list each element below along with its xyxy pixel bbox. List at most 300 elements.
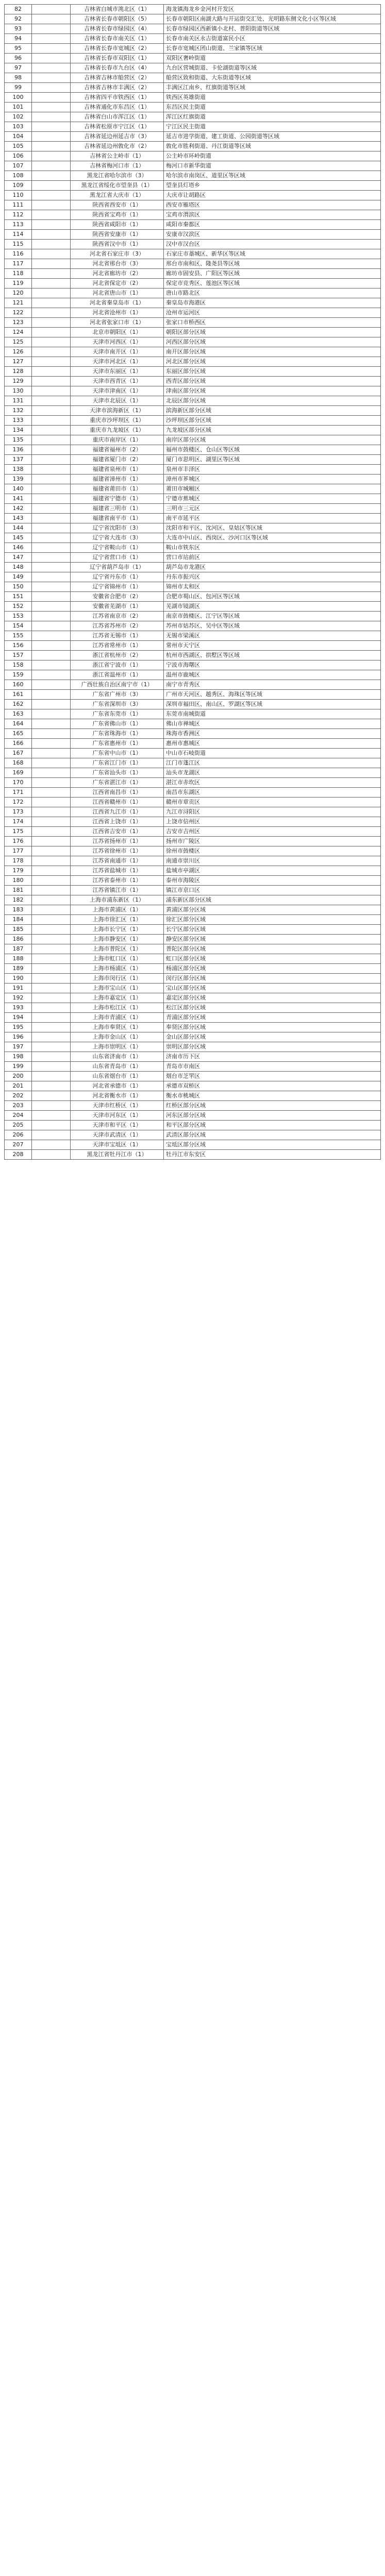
row-number: 175 (5, 827, 32, 837)
province-cell (32, 935, 71, 944)
table-row (5, 1023, 381, 1032)
row-number: 183 (5, 905, 32, 915)
region-cell: 吉林省长春市朝阳区（5） (71, 14, 164, 24)
table-row (5, 964, 381, 974)
table-row (5, 1150, 381, 1160)
area-cell: 广州市天河区、越秀区、海珠区等区域 (164, 690, 381, 700)
area-cell: 哈尔滨市南岗区、道里区等区域 (164, 171, 381, 181)
region-cell: 陕西省咸阳市（1） (71, 220, 164, 230)
province-cell (32, 474, 71, 484)
region-cell: 吉林省松原市宁江区（1） (71, 122, 164, 132)
area-cell: 梅河口市新华街道 (164, 161, 381, 171)
row-number: 119 (5, 279, 32, 289)
row-number: 132 (5, 406, 32, 416)
region-cell: 福建省宁德市（1） (71, 494, 164, 504)
row-number: 133 (5, 416, 32, 426)
province-cell (32, 719, 71, 729)
area-cell: 锦州市太和区 (164, 582, 381, 592)
area-cell: 西安市雁塔区 (164, 200, 381, 210)
region-cell: 江苏省徐州市（1） (71, 846, 164, 856)
table-row (5, 905, 381, 915)
area-cell: 公主岭市环岭街道 (164, 151, 381, 161)
area-cell: 承德市双桥区 (164, 1081, 381, 1091)
table-row (5, 63, 381, 73)
row-number: 196 (5, 1032, 32, 1042)
row-number: 121 (5, 298, 32, 308)
area-cell: 丹东市振兴区 (164, 572, 381, 582)
area-cell: 南昌市东湖区 (164, 788, 381, 798)
province-cell (32, 249, 71, 259)
table-row (5, 846, 381, 856)
region-cell: 吉林省吉林市丰满区（2） (71, 83, 164, 93)
province-cell (32, 1081, 71, 1091)
area-cell: 湛江市赤坎区 (164, 778, 381, 788)
row-number: 142 (5, 504, 32, 514)
row-number: 188 (5, 954, 32, 964)
area-cell: 沈阳市和平区、沈河区、皇姑区等区域 (164, 523, 381, 533)
region-cell: 天津市武清区（1） (71, 1130, 164, 1140)
region-cell: 浙江省宁波市（1） (71, 660, 164, 670)
province-cell (32, 328, 71, 337)
region-cell: 江苏省常州市（1） (71, 641, 164, 651)
table-row (5, 621, 381, 631)
region-cell: 安徽省芜湖市（1） (71, 602, 164, 612)
row-number: 185 (5, 925, 32, 935)
region-cell: 吉林省公主岭市（1） (71, 151, 164, 161)
province-cell (32, 367, 71, 377)
row-number: 193 (5, 1003, 32, 1013)
province-cell (32, 984, 71, 993)
province-cell (32, 73, 71, 83)
row-number: 195 (5, 1023, 32, 1032)
row-number: 155 (5, 631, 32, 641)
region-cell: 江苏省扬州市（1） (71, 837, 164, 846)
table-row (5, 954, 381, 964)
area-cell: 漳州市芗城区 (164, 474, 381, 484)
table-row (5, 210, 381, 220)
province-cell (32, 5, 71, 14)
province-cell (32, 1072, 71, 1081)
region-cell: 浙江省温州市（1） (71, 670, 164, 680)
region-cell: 天津市河西区（1） (71, 337, 164, 347)
area-cell: 杨浦区部分区域 (164, 964, 381, 974)
region-cell: 北京市朝阳区（1） (71, 328, 164, 337)
row-number: 120 (5, 289, 32, 298)
region-cell: 河北省张家口市（1） (71, 318, 164, 328)
row-number: 166 (5, 739, 32, 749)
province-cell (32, 514, 71, 523)
area-cell: 徐州市鼓楼区 (164, 846, 381, 856)
row-number: 200 (5, 1072, 32, 1081)
area-cell: 北辰区部分区域 (164, 396, 381, 406)
region-cell: 陕西省安康市（1） (71, 230, 164, 240)
table-row (5, 318, 381, 328)
province-cell (32, 553, 71, 563)
province-cell (32, 1150, 71, 1160)
area-cell: 浦东新区部分区域 (164, 895, 381, 905)
row-number: 191 (5, 984, 32, 993)
province-cell (32, 112, 71, 122)
province-cell (32, 670, 71, 680)
row-number: 146 (5, 543, 32, 553)
area-cell: 东丽区部分区域 (164, 367, 381, 377)
region-cell: 上海市黄浦区（1） (71, 905, 164, 915)
area-cell: 长春市绿园区西新镇小北村、普阳街道等区域 (164, 24, 381, 34)
region-cell: 重庆市沙坪坝区（1） (71, 416, 164, 426)
table-row (5, 249, 381, 259)
area-cell: 红桥区部分区域 (164, 1101, 381, 1111)
province-cell (32, 925, 71, 935)
area-cell: 青岛市市南区 (164, 1062, 381, 1072)
row-number: 106 (5, 151, 32, 161)
document (0, 0, 385, 1164)
province-cell (32, 856, 71, 866)
row-number: 173 (5, 807, 32, 817)
area-cell: 汕头市龙湖区 (164, 768, 381, 778)
row-number: 92 (5, 14, 32, 24)
province-cell (32, 191, 71, 200)
table-row (5, 993, 381, 1003)
area-cell: 望奎县灯塔乡 (164, 181, 381, 191)
table-row (5, 289, 381, 298)
table-row (5, 435, 381, 445)
table-row (5, 709, 381, 719)
table-row (5, 1062, 381, 1072)
region-cell: 吉林省长春市绿园区（4） (71, 24, 164, 34)
province-cell (32, 504, 71, 514)
row-number: 125 (5, 337, 32, 347)
area-cell: 江门市蓬江区 (164, 758, 381, 768)
area-cell: 牡丹江市东安区 (164, 1150, 381, 1160)
area-cell: 汉中市汉台区 (164, 240, 381, 249)
table-row (5, 200, 381, 210)
row-number: 94 (5, 34, 32, 44)
area-cell: 宁德市蕉城区 (164, 494, 381, 504)
region-cell: 福建省厦门市（2） (71, 455, 164, 465)
region-cell: 天津市滨海新区（1） (71, 406, 164, 416)
region-cell: 黑龙江省大庆市（1） (71, 191, 164, 200)
area-cell: 长春市朝阳区南湖大路与开运街交汇处、光明路东侧文化小区等区域 (164, 14, 381, 24)
area-cell: 济南市历下区 (164, 1052, 381, 1062)
region-cell: 上海市崇明区（1） (71, 1042, 164, 1052)
area-cell: 西青区部分区域 (164, 377, 381, 386)
row-number: 100 (5, 93, 32, 103)
province-cell (32, 435, 71, 445)
region-cell: 河北省石家庄市（3） (71, 249, 164, 259)
province-cell (32, 181, 71, 191)
area-cell: 三明市三元区 (164, 504, 381, 514)
area-cell: 南开区部分区域 (164, 347, 381, 357)
area-cell: 虹口区部分区域 (164, 954, 381, 964)
province-cell (32, 103, 71, 112)
province-cell (32, 1130, 71, 1140)
region-cell: 天津市津南区（1） (71, 386, 164, 396)
row-number: 152 (5, 602, 32, 612)
row-number: 182 (5, 895, 32, 905)
province-cell (32, 1052, 71, 1062)
row-number: 186 (5, 935, 32, 944)
province-cell (32, 298, 71, 308)
table-row (5, 396, 381, 406)
area-cell: 合肥市蜀山区、包河区等区域 (164, 592, 381, 602)
province-cell (32, 308, 71, 318)
row-number: 164 (5, 719, 32, 729)
area-cell: 镇江市京口区 (164, 886, 381, 895)
table-row (5, 220, 381, 230)
province-cell (32, 200, 71, 210)
row-number: 148 (5, 563, 32, 572)
province-cell (32, 602, 71, 612)
row-number: 150 (5, 582, 32, 592)
province-cell (32, 964, 71, 974)
province-cell (32, 690, 71, 700)
province-cell (32, 416, 71, 426)
province-cell (32, 484, 71, 494)
area-cell: 南通市崇川区 (164, 856, 381, 866)
region-cell: 辽宁省大连市（3） (71, 533, 164, 543)
area-cell: 厦门市思明区、湖里区等区域 (164, 455, 381, 465)
province-cell (32, 337, 71, 347)
area-cell: 无锡市梁溪区 (164, 631, 381, 641)
row-number: 115 (5, 240, 32, 249)
area-cell: 九台区营城街道、卡伦湖街道等区域 (164, 63, 381, 73)
province-cell (32, 14, 71, 24)
row-number: 93 (5, 24, 32, 34)
area-cell: 南平市延平区 (164, 514, 381, 523)
province-cell (32, 1013, 71, 1023)
province-cell (32, 426, 71, 435)
province-cell (32, 778, 71, 788)
region-cell: 河北省秦皇岛市（1） (71, 298, 164, 308)
region-cell: 天津市宝坻区（1） (71, 1140, 164, 1150)
area-cell: 秦皇岛市海港区 (164, 298, 381, 308)
area-cell: 廊坊市固安县、广阳区等区域 (164, 269, 381, 279)
region-cell: 天津市红桥区（1） (71, 1101, 164, 1111)
area-cell: 延吉市进学街道、建工街道、公园街道等区域 (164, 132, 381, 142)
row-number: 123 (5, 318, 32, 328)
area-cell: 衡水市桃城区 (164, 1091, 381, 1101)
row-number: 82 (5, 5, 32, 14)
row-number: 127 (5, 357, 32, 367)
province-cell (32, 171, 71, 181)
table-row (5, 690, 381, 700)
row-number: 135 (5, 435, 32, 445)
table-row (5, 582, 381, 592)
region-cell: 江西省赣州市（1） (71, 798, 164, 807)
province-cell (32, 1003, 71, 1013)
table-row (5, 1121, 381, 1130)
province-cell (32, 1032, 71, 1042)
table-row (5, 514, 381, 523)
region-cell: 上海市虹口区（1） (71, 954, 164, 964)
table-row (5, 269, 381, 279)
table-row (5, 612, 381, 621)
table-row (5, 984, 381, 993)
row-number: 136 (5, 445, 32, 455)
area-cell: 静安区部分区域 (164, 935, 381, 944)
region-cell: 江苏省盐城市（1） (71, 866, 164, 876)
region-cell: 江西省南昌市（1） (71, 788, 164, 798)
table-row (5, 1130, 381, 1140)
region-cell: 广东省江门市（1） (71, 758, 164, 768)
region-cell: 广东省佛山市（1） (71, 719, 164, 729)
row-number: 168 (5, 758, 32, 768)
row-number: 141 (5, 494, 32, 504)
table-row (5, 798, 381, 807)
province-cell (32, 210, 71, 220)
table-row (5, 83, 381, 93)
table-row (5, 347, 381, 357)
region-cell: 上海市金山区（1） (71, 1032, 164, 1042)
area-cell: 南京市鼓楼区、江宁区等区域 (164, 612, 381, 621)
area-cell: 宁江区民主街道 (164, 122, 381, 132)
province-cell (32, 1111, 71, 1121)
table-row (5, 34, 381, 44)
table-row (5, 935, 381, 944)
area-cell: 烟台市芝罘区 (164, 1072, 381, 1081)
area-cell: 大庆市让胡路区 (164, 191, 381, 200)
area-cell: 常州市天宁区 (164, 641, 381, 651)
table-row (5, 112, 381, 122)
province-cell (32, 318, 71, 328)
row-number: 139 (5, 474, 32, 484)
province-cell (32, 993, 71, 1003)
area-cell: 沧州市运河区 (164, 308, 381, 318)
province-cell (32, 93, 71, 103)
table-row (5, 14, 381, 24)
row-number: 140 (5, 484, 32, 494)
table-row (5, 377, 381, 386)
row-number: 163 (5, 709, 32, 719)
region-cell: 广东省中山市（1） (71, 749, 164, 758)
area-cell: 珠海市香洲区 (164, 729, 381, 739)
region-cell: 广东省深圳市（3） (71, 700, 164, 709)
province-cell (32, 543, 71, 553)
province-cell (32, 758, 71, 768)
table-row (5, 651, 381, 660)
province-cell (32, 386, 71, 396)
region-cell: 吉林省梅河口市（1） (71, 161, 164, 171)
row-number: 161 (5, 690, 32, 700)
region-cell: 山东省济南市（1） (71, 1052, 164, 1062)
row-number: 159 (5, 670, 32, 680)
table-row (5, 719, 381, 729)
area-cell: 敦化市胜利街道、丹江街道等区域 (164, 142, 381, 151)
region-cell: 广东省湛江市（1） (71, 778, 164, 788)
region-cell: 河北省邢台市（3） (71, 259, 164, 269)
table-row (5, 161, 381, 171)
province-cell (32, 54, 71, 63)
province-cell (32, 768, 71, 778)
table-row (5, 563, 381, 572)
province-cell (32, 905, 71, 915)
row-number: 153 (5, 612, 32, 621)
row-number: 109 (5, 181, 32, 191)
table-row (5, 925, 381, 935)
region-cell: 广西壮族自治区南宁市（1） (71, 680, 164, 690)
table-body (5, 5, 381, 1160)
table-row (5, 1072, 381, 1081)
table-row (5, 1091, 381, 1101)
province-cell (32, 289, 71, 298)
area-cell: 武清区部分区域 (164, 1130, 381, 1140)
province-cell (32, 220, 71, 230)
table-row (5, 572, 381, 582)
region-cell: 吉林省长春市九台区（4） (71, 63, 164, 73)
row-number: 172 (5, 798, 32, 807)
row-number: 98 (5, 73, 32, 83)
row-number: 162 (5, 700, 32, 709)
region-cell: 广东省珠海市（1） (71, 729, 164, 739)
region-cell: 吉林省吉林市船营区（2） (71, 73, 164, 83)
area-cell: 崇明区部分区域 (164, 1042, 381, 1052)
province-cell (32, 24, 71, 34)
row-number: 97 (5, 63, 32, 73)
table-row (5, 103, 381, 112)
table-row (5, 670, 381, 680)
region-cell: 江西省吉安市（1） (71, 827, 164, 837)
table-row (5, 191, 381, 200)
row-number: 157 (5, 651, 32, 660)
row-number: 134 (5, 426, 32, 435)
row-number: 202 (5, 1091, 32, 1101)
table-row (5, 504, 381, 514)
row-number: 96 (5, 54, 32, 63)
table-row (5, 807, 381, 817)
region-cell: 吉林省延边州敦化市（2） (71, 142, 164, 151)
row-number: 156 (5, 641, 32, 651)
table-row (5, 974, 381, 984)
region-cell: 吉林省四平市铁西区（1） (71, 93, 164, 103)
region-cell: 陕西省宝鸡市（1） (71, 210, 164, 220)
row-number: 204 (5, 1111, 32, 1121)
province-cell (32, 592, 71, 602)
province-cell (32, 83, 71, 93)
table-row (5, 426, 381, 435)
table-row (5, 749, 381, 758)
area-cell: 吉安市吉州区 (164, 827, 381, 837)
table-row (5, 465, 381, 474)
region-cell: 辽宁省锦州市（1） (71, 582, 164, 592)
province-cell (32, 161, 71, 171)
row-number: 117 (5, 259, 32, 269)
province-cell (32, 455, 71, 465)
province-cell (32, 807, 71, 817)
table-row (5, 543, 381, 553)
province-cell (32, 396, 71, 406)
region-cell: 辽宁省葫芦岛市（1） (71, 563, 164, 572)
province-cell (32, 465, 71, 474)
region-cell: 黑龙江省哈尔滨市（3） (71, 171, 164, 181)
row-number: 165 (5, 729, 32, 739)
row-number: 174 (5, 817, 32, 827)
region-cell: 河北省保定市（2） (71, 279, 164, 289)
region-cell: 安徽省合肥市（2） (71, 592, 164, 602)
area-cell: 津南区部分区域 (164, 386, 381, 396)
row-number: 179 (5, 866, 32, 876)
row-number: 111 (5, 200, 32, 210)
table-row (5, 240, 381, 249)
region-cell: 吉林省通化市东昌区（1） (71, 103, 164, 112)
row-number: 198 (5, 1052, 32, 1062)
area-cell: 宝鸡市渭滨区 (164, 210, 381, 220)
region-cell: 辽宁省营口市（1） (71, 553, 164, 563)
province-cell (32, 621, 71, 631)
region-cell: 上海市松江区（1） (71, 1003, 164, 1013)
table-row (5, 386, 381, 396)
risk-area-table (4, 4, 381, 1160)
area-cell: 安康市汉滨区 (164, 230, 381, 240)
